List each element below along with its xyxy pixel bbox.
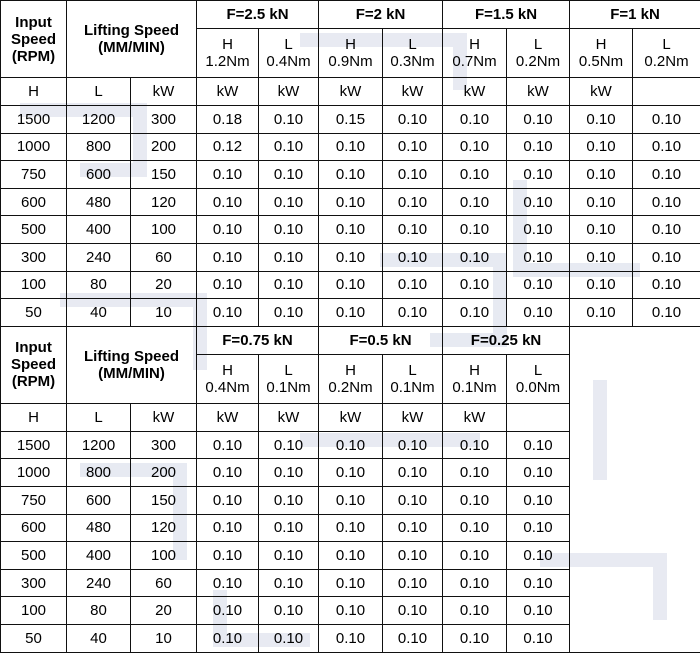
- table-cell: 80: [67, 597, 131, 625]
- table-cell: 0.10: [570, 188, 633, 216]
- table-cell: 500: [1, 542, 67, 570]
- table-cell: 0.10: [197, 271, 259, 299]
- torque-header: [443, 29, 507, 78]
- speed-unit-header: L: [67, 403, 131, 431]
- torque-header: [383, 354, 443, 403]
- table-cell: 0.10: [197, 243, 259, 271]
- table-cell: 300: [131, 431, 197, 459]
- input-speed-header: [1, 326, 67, 403]
- table-cell: 0.10: [259, 431, 319, 459]
- table-cell: 60: [131, 243, 197, 271]
- table-cell: 0.10: [443, 216, 507, 244]
- cell-line: Input: [15, 339, 52, 357]
- power-unit-header: kW: [259, 403, 319, 431]
- table-cell: 0.10: [259, 243, 319, 271]
- table-cell: 0.10: [259, 299, 319, 327]
- table-cell: 0.10: [443, 514, 507, 542]
- table-cell: 300: [1, 243, 67, 271]
- table-cell: 0.10: [383, 133, 443, 161]
- table-cell: 0.10: [507, 161, 570, 189]
- power-unit-header: kW: [319, 78, 383, 106]
- table-cell: 0.10: [259, 486, 319, 514]
- table-cell: 750: [1, 161, 67, 189]
- cell-line: (MM/MIN): [98, 39, 165, 56]
- table-cell: 40: [67, 299, 131, 327]
- torque-header: [197, 354, 259, 403]
- torque-header: [383, 29, 443, 78]
- table-cell: 1000: [1, 133, 67, 161]
- table-cell: 0.10: [197, 486, 259, 514]
- table-cell: 10: [131, 299, 197, 327]
- table-cell: 0.10: [259, 133, 319, 161]
- table-cell: 600: [1, 514, 67, 542]
- table-cell: 0.10: [570, 161, 633, 189]
- cell-line: 0.3Nm: [390, 53, 435, 70]
- table-cell: 0.10: [259, 569, 319, 597]
- table-cell: 600: [67, 161, 131, 189]
- table-cell: 800: [67, 459, 131, 487]
- table-cell: 0.10: [507, 271, 570, 299]
- table-cell: 0.10: [319, 188, 383, 216]
- cell-line: H: [469, 361, 480, 379]
- table-row: [1, 243, 700, 271]
- table-cell: 0.10: [319, 133, 383, 161]
- power-unit-header: kW: [570, 78, 633, 106]
- header-row-force: [1, 326, 700, 354]
- table-cell: 0.10: [570, 243, 633, 271]
- table-row: [1, 133, 700, 161]
- table-body: [1, 1, 700, 653]
- power-unit-header: kW: [197, 403, 259, 431]
- table-cell: 0.10: [383, 243, 443, 271]
- table-cell: 0.10: [383, 188, 443, 216]
- torque-header: [507, 354, 570, 403]
- cell-line: Lifting Speed: [84, 22, 179, 39]
- table-cell: 1000: [1, 459, 67, 487]
- table-cell: 0.10: [443, 486, 507, 514]
- table-cell: 0.10: [507, 299, 570, 327]
- torque-header: [507, 29, 570, 78]
- table-cell: 150: [131, 161, 197, 189]
- table-cell: 0.10: [319, 161, 383, 189]
- cell-line: 0.4Nm: [266, 53, 311, 70]
- table-cell: 0.10: [197, 431, 259, 459]
- table-cell: 0.10: [443, 106, 507, 134]
- cell-line: Input: [15, 13, 52, 31]
- table-cell: 0.10: [197, 542, 259, 570]
- table-cell: 0.10: [443, 542, 507, 570]
- table-cell: 0.10: [633, 271, 700, 299]
- table-cell: 0.10: [259, 106, 319, 134]
- table-cell: 0.10: [570, 133, 633, 161]
- cell-line: 0.4Nm: [205, 378, 250, 396]
- table-cell: 750: [1, 486, 67, 514]
- table-cell: 0.10: [259, 514, 319, 542]
- force-group-header: F=0.5 kN: [319, 326, 443, 354]
- table-cell: 0.10: [633, 161, 700, 189]
- table-cell: 0.10: [570, 299, 633, 327]
- table-cell: 300: [131, 106, 197, 134]
- table-cell: 0.10: [443, 161, 507, 189]
- table-cell: 0.10: [259, 271, 319, 299]
- table-cell: 0.10: [383, 161, 443, 189]
- cell-line: L: [408, 36, 417, 53]
- cell-line: 0.2Nm: [515, 53, 561, 70]
- table-cell: 0.10: [633, 133, 700, 161]
- table-cell: 0.10: [259, 161, 319, 189]
- torque-header: [570, 29, 633, 78]
- power-unit-header: kW: [383, 78, 443, 106]
- table-cell: 100: [131, 216, 197, 244]
- table-cell: 0.10: [507, 188, 570, 216]
- table-cell: 0.10: [319, 431, 383, 459]
- force-group-header: F=1 kN: [570, 1, 700, 29]
- table-cell: 0.10: [383, 569, 443, 597]
- table-cell: 0.10: [259, 542, 319, 570]
- table-cell: 0.10: [633, 299, 700, 327]
- table-cell: 0.10: [197, 161, 259, 189]
- table-cell: 0.10: [383, 514, 443, 542]
- table-cell: 0.10: [319, 597, 383, 625]
- cell-line: L: [284, 36, 293, 53]
- table-cell: 0.10: [259, 624, 319, 652]
- table-cell: 0.10: [507, 597, 570, 625]
- table-cell: 0.10: [383, 106, 443, 134]
- table-cell: 0.10: [633, 216, 700, 244]
- force-group-header: F=1.5 kN: [443, 1, 570, 29]
- table-cell: 100: [131, 542, 197, 570]
- table-cell: 0.10: [319, 271, 383, 299]
- torque-header: [319, 29, 383, 78]
- table-cell: 1200: [67, 431, 131, 459]
- table-cell: 0.10: [197, 459, 259, 487]
- table-cell: 0.10: [197, 597, 259, 625]
- force-group-header: F=0.75 kN: [197, 326, 319, 354]
- table-cell: 50: [1, 299, 67, 327]
- cell-line: 0.2Nm: [644, 53, 689, 70]
- table-cell: 0.10: [197, 299, 259, 327]
- table-cell: 0.10: [197, 569, 259, 597]
- table-cell: 1500: [1, 431, 67, 459]
- cell-line: (RPM): [11, 373, 56, 391]
- table-cell: 0.10: [633, 188, 700, 216]
- table-cell: 0.10: [197, 188, 259, 216]
- power-unit-header: kW: [131, 78, 197, 106]
- table-cell: 0.10: [383, 216, 443, 244]
- table-cell: 480: [67, 188, 131, 216]
- table-cell: 0.10: [319, 216, 383, 244]
- table-cell: 0.10: [319, 569, 383, 597]
- table-cell: 0.10: [507, 624, 570, 652]
- table-cell: 0.10: [443, 188, 507, 216]
- cell-line: H: [469, 36, 480, 53]
- cell-line: 0.1Nm: [452, 378, 497, 396]
- table-cell: 0.10: [259, 188, 319, 216]
- table-cell: 0.10: [383, 299, 443, 327]
- table-cell: 1500: [1, 106, 67, 134]
- table-cell: 20: [131, 271, 197, 299]
- table-cell: 50: [1, 624, 67, 652]
- table-cell: 0.10: [383, 486, 443, 514]
- cell-line: 0.2Nm: [328, 378, 373, 396]
- speed-unit-header: L: [67, 78, 131, 106]
- cell-line: L: [533, 361, 543, 379]
- table-cell: 600: [67, 486, 131, 514]
- table-cell: 240: [67, 243, 131, 271]
- speed-unit-header: H: [1, 78, 67, 106]
- table-cell: 20: [131, 597, 197, 625]
- table-cell: 200: [131, 459, 197, 487]
- table-cell: 0.10: [633, 106, 700, 134]
- table-cell: 0.10: [507, 459, 570, 487]
- blank-cell: [570, 326, 700, 652]
- table-cell: 0.10: [383, 271, 443, 299]
- table-cell: 600: [1, 188, 67, 216]
- table-cell: 0.10: [507, 542, 570, 570]
- table-row: [1, 106, 700, 134]
- table-cell: 0.10: [443, 459, 507, 487]
- table-row: [1, 271, 700, 299]
- cell-line: L: [662, 36, 671, 53]
- table-row: [1, 188, 700, 216]
- force-group-header: F=2.5 kN: [197, 1, 319, 29]
- table-cell: 480: [67, 514, 131, 542]
- table-cell: 0.10: [383, 431, 443, 459]
- cell-line: 0.7Nm: [452, 53, 497, 70]
- table-cell: 0.10: [383, 459, 443, 487]
- table-row: [1, 216, 700, 244]
- power-unit-header: kW: [259, 78, 319, 106]
- table-cell: 500: [1, 216, 67, 244]
- table-cell: 300: [1, 569, 67, 597]
- table-cell: 0.10: [319, 243, 383, 271]
- table-cell: 0.10: [197, 216, 259, 244]
- torque-header: [633, 29, 700, 78]
- table-cell: 0.10: [197, 624, 259, 652]
- table-cell: 40: [67, 624, 131, 652]
- table-cell: 0.10: [507, 569, 570, 597]
- table-cell: 0.10: [443, 299, 507, 327]
- speed-unit-header: H: [1, 403, 67, 431]
- cell-line: Speed: [10, 30, 56, 48]
- table-cell: 0.10: [319, 459, 383, 487]
- table-cell: 120: [131, 514, 197, 542]
- force-group-header: F=2 kN: [319, 1, 443, 29]
- table-cell: 0.10: [259, 459, 319, 487]
- force-group-header: F=0.25 kN: [443, 326, 570, 354]
- cell-line: 0.9Nm: [328, 53, 373, 70]
- table-cell: 240: [67, 569, 131, 597]
- power-unit-header: kW: [131, 403, 197, 431]
- table-cell: 0.18: [197, 106, 259, 134]
- cell-line: (MM/MIN): [98, 364, 165, 382]
- table-cell: 0.10: [319, 624, 383, 652]
- table-cell: 0.10: [319, 514, 383, 542]
- table-cell: 0.10: [319, 299, 383, 327]
- table-cell: 0.10: [570, 271, 633, 299]
- cell-line: L: [284, 361, 293, 379]
- table-cell: 0.10: [507, 106, 570, 134]
- table-cell: 0.10: [197, 514, 259, 542]
- table-cell: 0.10: [259, 216, 319, 244]
- cell-line: L: [533, 36, 543, 53]
- table-cell: 10: [131, 624, 197, 652]
- input-speed-header: [1, 1, 67, 78]
- table-cell: 0.10: [443, 597, 507, 625]
- lifting-speed-header: [67, 1, 197, 78]
- cell-line: H: [345, 36, 356, 53]
- table-cell: 60: [131, 569, 197, 597]
- table-cell: 0.10: [443, 271, 507, 299]
- table-cell: 0.10: [383, 624, 443, 652]
- power-unit-header: kW: [443, 403, 507, 431]
- table-cell: 0.10: [319, 486, 383, 514]
- table-cell: 0.10: [443, 624, 507, 652]
- cell-line: H: [222, 36, 233, 53]
- table-cell: 0.10: [570, 216, 633, 244]
- table-cell: 0.10: [507, 216, 570, 244]
- table-cell: 80: [67, 271, 131, 299]
- cell-line: (RPM): [11, 47, 56, 65]
- table-cell: 0.10: [507, 514, 570, 542]
- table-cell: 100: [1, 271, 67, 299]
- table-cell: 120: [131, 188, 197, 216]
- table-cell: 0.10: [633, 243, 700, 271]
- table-cell: 0.10: [443, 243, 507, 271]
- cell-line: 0.1Nm: [266, 378, 311, 396]
- table-cell: 150: [131, 486, 197, 514]
- table-row: [1, 161, 700, 189]
- power-unit-header: kW: [197, 78, 259, 106]
- table-row: [1, 299, 700, 327]
- table-cell: 0.10: [507, 243, 570, 271]
- table-cell: 0.10: [443, 569, 507, 597]
- table-cell: 0.10: [443, 431, 507, 459]
- table-cell: 200: [131, 133, 197, 161]
- cell-line: 1.2Nm: [205, 53, 250, 70]
- table-cell: 1200: [67, 106, 131, 134]
- table-cell: 0.10: [259, 597, 319, 625]
- table-cell: 800: [67, 133, 131, 161]
- table-cell: 400: [67, 542, 131, 570]
- table-cell: 0.10: [319, 542, 383, 570]
- cell-line: H: [595, 36, 607, 53]
- power-unit-header: kW: [443, 78, 507, 106]
- cell-line: 0.1Nm: [390, 378, 435, 396]
- table-cell: 0.10: [383, 542, 443, 570]
- header-row-units: [1, 78, 700, 106]
- table-cell: 0.10: [507, 133, 570, 161]
- table-cell: 0.10: [507, 431, 570, 459]
- torque-header: [443, 354, 507, 403]
- cell-line: Speed: [10, 356, 56, 374]
- table-cell: 0.15: [319, 106, 383, 134]
- cell-line: 0.5Nm: [578, 53, 624, 70]
- table-cell: 0.12: [197, 133, 259, 161]
- lifting-speed-header: [67, 326, 197, 403]
- table-cell: 400: [67, 216, 131, 244]
- cell-line: L: [408, 361, 417, 379]
- torque-header: [197, 29, 259, 78]
- cell-line: 0.0Nm: [515, 378, 561, 396]
- header-row-force: [1, 1, 700, 29]
- table-cell: 0.10: [383, 597, 443, 625]
- torque-header: [319, 354, 383, 403]
- table-cell: 100: [1, 597, 67, 625]
- torque-header: [259, 29, 319, 78]
- cell-line: Lifting Speed: [84, 347, 179, 365]
- table-cell: 0.10: [570, 106, 633, 134]
- cell-line: H: [345, 361, 356, 379]
- power-unit-header: kW: [319, 403, 383, 431]
- power-unit-header: kW: [383, 403, 443, 431]
- table-cell: 0.10: [443, 133, 507, 161]
- torque-header: [259, 354, 319, 403]
- table-cell: 0.10: [507, 486, 570, 514]
- power-unit-header: kW: [507, 78, 570, 106]
- cell-line: H: [222, 361, 233, 379]
